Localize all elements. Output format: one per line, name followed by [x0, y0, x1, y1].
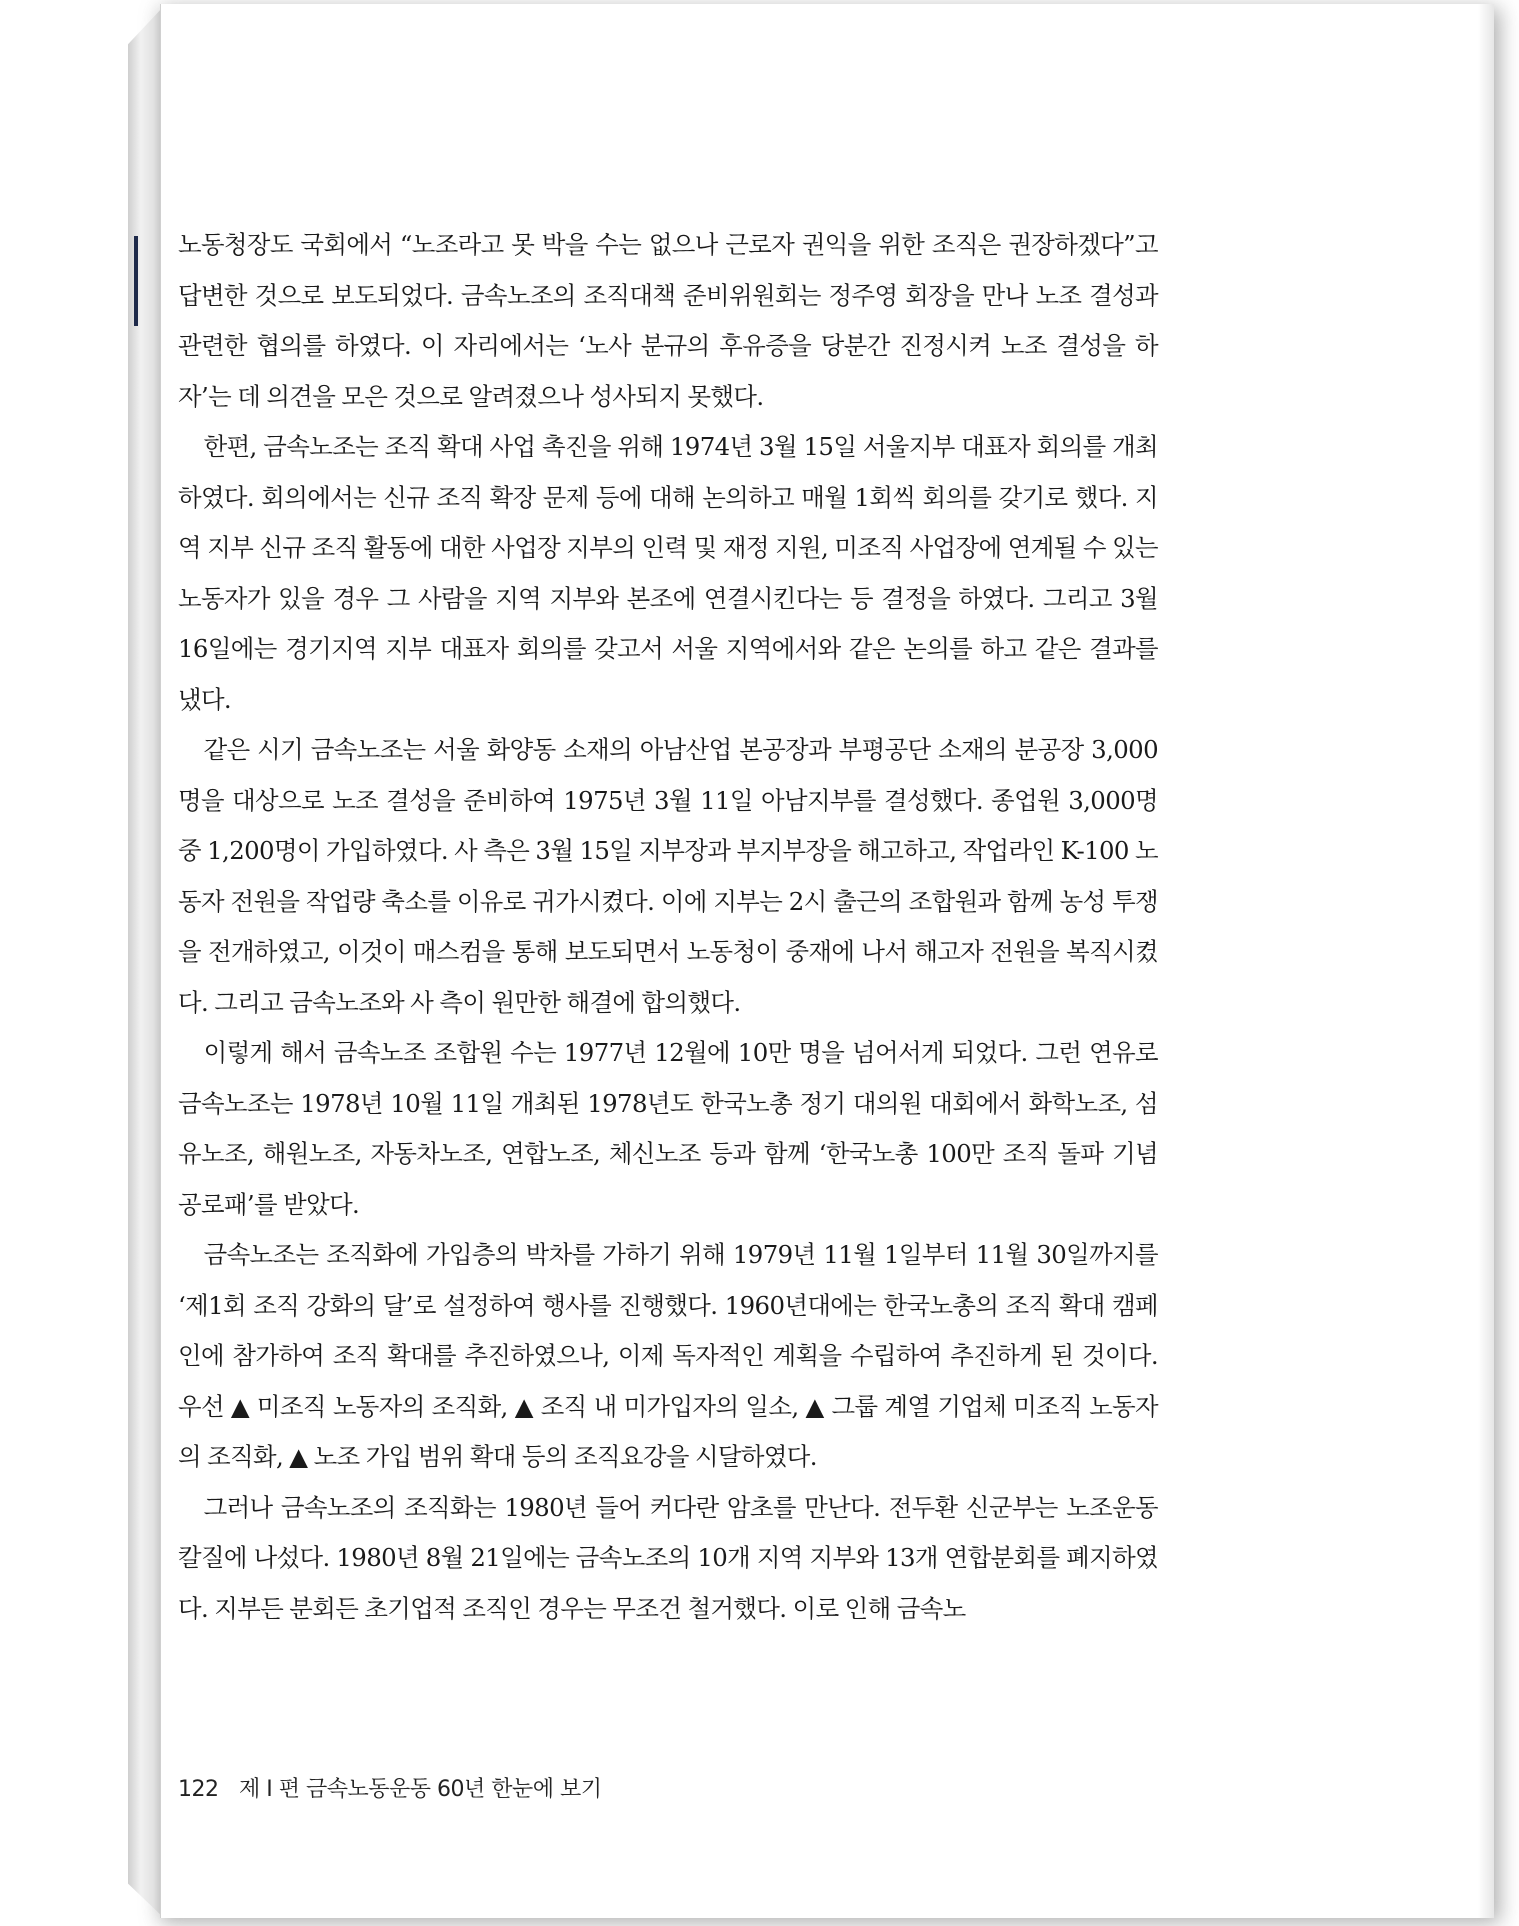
spine-marker — [134, 236, 138, 326]
paragraph-1: 노동청장도 국회에서 “노조라고 못 박을 수는 없으나 근로자 권익을 위한 조직은 권장하겠다”고 답변한 것으로 보도되었다. 금속노조의 조직대책 준비위원회는 정주영 회장을 만나 노조 결성과 관련한 협의를 하였다. 이 자리에서는 ‘노사 분규의 후유증을 당분간 진정시켜 노조 결성을 하자’는 데 의견을 모은 것으로 알려졌으나 성사되지 못했다. — [178, 230, 1158, 411]
page-edge — [1478, 4, 1494, 1918]
page-number: 122 — [178, 1777, 219, 1802]
section-title: 제 I 편 금속노동운동 60년 한눈에 보기 — [239, 1777, 602, 1802]
paragraph-4: 이렇게 해서 금속노조 조합원 수는 1977년 12월에 10만 명을 넘어서게 되었다. 그런 연유로 금속노조는 1978년 10월 11일 개최된 1978년도 한국노총 정기 대의원 대회에서 화학노조, 섬유노조, 해원노조, 자동차노조, 연합노조, 체신노조 등과 함께 ‘한국노총 100만 조직 돌파 기념 공로패’를 받았다. — [178, 1038, 1158, 1219]
paragraph-6: 그러나 금속노조의 조직화는 1980년 들어 커다란 암초를 만난다. 전두환 신군부는 노조운동 칼질에 나섰다. 1980년 8월 21일에는 금속노조의 10개 지역 지부와 13개 연합분회를 폐지하였다. 지부든 분회든 초기업적 조직인 경우는 무조건 철거했다. 이로 인해 금속노 — [178, 1492, 1158, 1623]
paragraph-3: 같은 시기 금속노조는 서울 화양동 소재의 아남산업 본공장과 부평공단 소재의 분공장 3,000명을 대상으로 노조 결성을 준비하여 1975년 3월 11일 아남지부를 결성했다. 종업원 3,000명 중 1,200명이 가입하였다. 사 측은 3월 15일 지부장과 부지부장을 해고하고, 작업라인 K-100 노동자 전원을 작업량 축소를 이유로 귀가시켰다. 이에 지부는 2시 출근의 조합원과 함께 농성 투쟁을 전개하였고, 이것이 매스컴을 통해 보도되면서 노동청이 중재에 나서 해고자 전원을 복직시켰다. 그리고 금속노조와 사 측이 원만한 해결에 합의했다. — [178, 735, 1158, 1017]
paragraph-2: 한편, 금속노조는 조직 확대 사업 촉진을 위해 1974년 3월 15일 서울지부 대표자 회의를 개최하였다. 회의에서는 신규 조직 확장 문제 등에 대해 논의하고 매월 1회씩 회의를 갖기로 했다. 지역 지부 신규 조직 활동에 대한 사업장 지부의 인력 및 재정 지원, 미조직 사업장에 연계될 수 있는 노동자가 있을 경우 그 사람을 지역 지부와 본조에 연결시킨다는 등 결정을 하였다. 그리고 3월 16일에는 경기지역 지부 대표자 회의를 갖고서 서울 지역에서와 같은 논의를 하고 같은 결과를 냈다. — [178, 432, 1159, 714]
page-footer — [178, 1772, 601, 1803]
body-text — [178, 220, 1158, 1634]
paragraph-5: 금속노조는 조직화에 가입층의 박차를 가하기 위해 1979년 11월 1일부터 11월 30일까지를 ‘제1회 조직 강화의 달’로 설정하여 행사를 진행했다. 1960년대에는 한국노총의 조직 확대 캠페인에 참가하여 조직 확대를 추진하였으나, 이제 독자적인 계획을 수립하여 추진하게 된 것이다. 우선 ▲ 미조직 노동자의 조직화, ▲ 조직 내 미가입자의 일소, ▲ 그룹 계열 기업체 미조직 노동자의 조직화, ▲ 노조 가입 범위 확대 등의 조직요강을 시달하였다. — [178, 1240, 1158, 1471]
